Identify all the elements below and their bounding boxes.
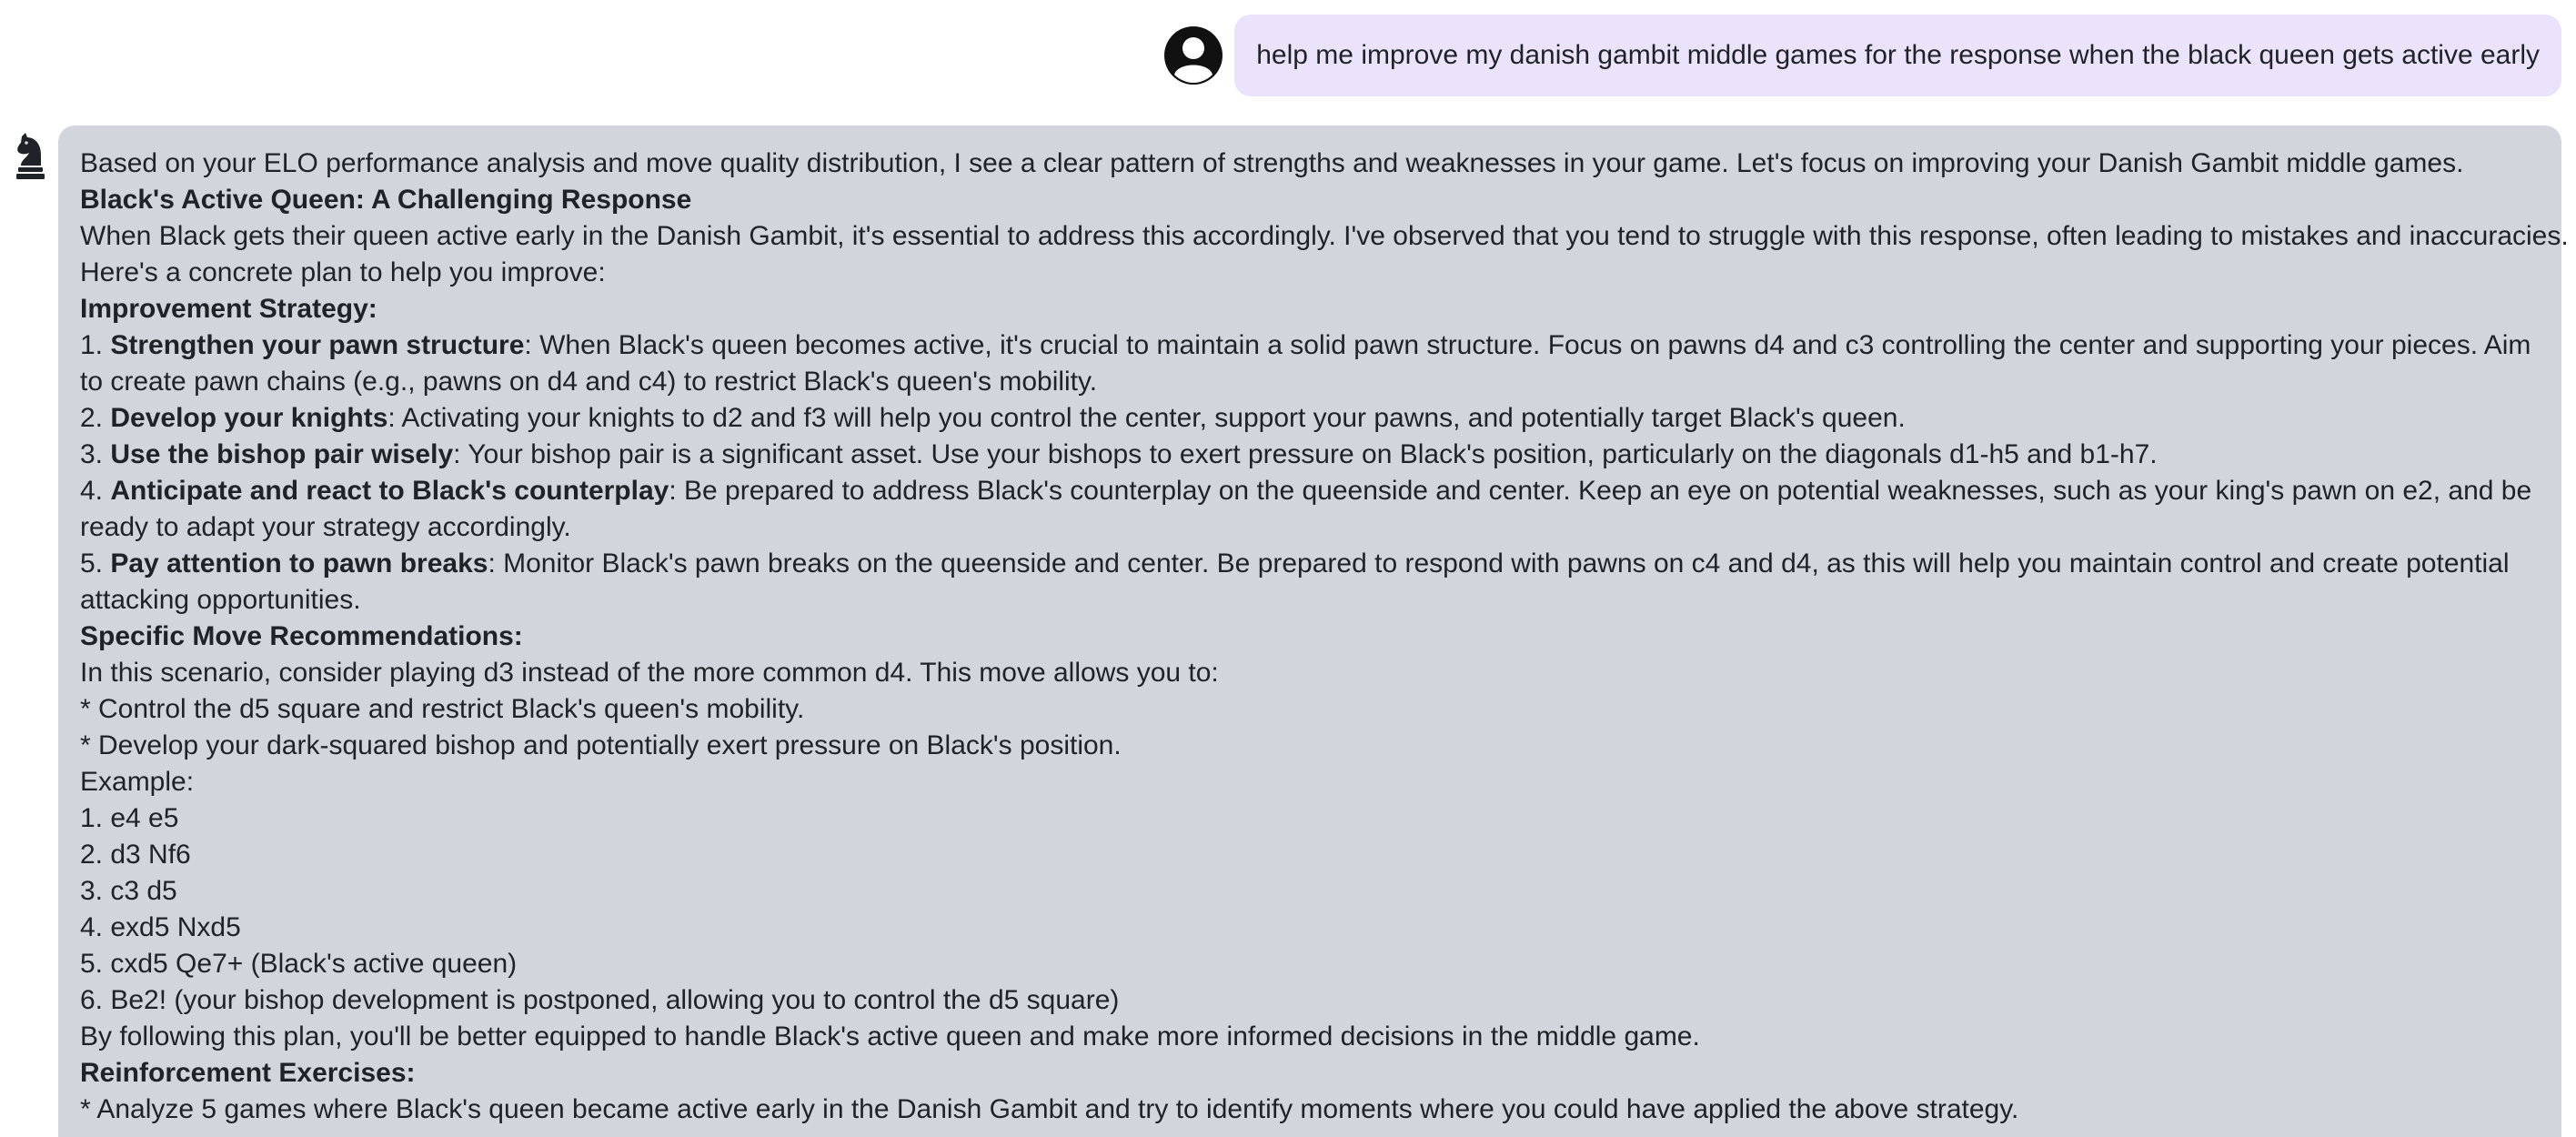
move-line: 4. exd5 Nxd5 [80,912,241,942]
user-message-bubble: help me improve my danish gambit middle games for the response when the black queen gets active early [1234,15,2561,96]
bullet-item: * Analyze 5 games where Black's queen became active early in the Danish Gambit and try to identify moments where you could have applied the above strategy. [80,1094,2019,1124]
move-line: 1. e4 e5 [80,803,179,833]
user-message-row [1163,15,2561,96]
bullet-item: * Develop your dark-squared bishop and potentially exert pressure on Black's position. [80,730,1122,760]
section-heading-improvement-strategy: Improvement Strategy: [80,294,377,324]
strategy-item: 5. Pay attention to pawn breaks: Monitor Black's pawn breaks on the queenside and center. Be prepared to respond with pawns on c4 and d4, as this will help you maintain control and create potential attacking opportunities. [80,548,2510,615]
response-paragraph: By following this plan, you'll be better equipped to handle Black's active queen and make more informed decisions in the middle game. [80,1021,1700,1051]
chess-knight-icon [13,131,45,180]
example-label: Example: [80,767,195,797]
section-heading-active-queen: Black's Active Queen: A Challenging Response [80,185,692,215]
move-line: 5. cxd5 Qe7+ (Black's active queen) [80,949,518,979]
bullet-item: * Control the d5 square and restrict Black's queen's mobility. [80,694,805,724]
strategy-item: 1. Strengthen your pawn structure: When Black's queen becomes active, it's crucial to maintain a solid pawn structure. Focus on pawns d4 and c3 controlling the center and supporting your pieces. Aim to create pawn chains (e.g., pawns on d4 and c4) to restrict Black's queen's mobility. [80,330,2531,397]
move-line: 3. c3 d5 [80,876,177,906]
section-heading-move-recommendations: Specific Move Recommendations: [80,621,523,651]
response-intro: Based on your ELO performance analysis and move quality distribution, I see a clear pattern of strengths and weaknesses in your game. Let's focus on improving your Danish Gambit middle games. [80,148,2464,178]
section-heading-reinforcement-exercises: Reinforcement Exercises: [80,1058,416,1088]
move-line: 2. d3 Nf6 [80,840,191,870]
move-line: 6. Be2! (your bishop development is postponed, allowing you to control the d5 square) [80,985,1120,1015]
response-paragraph: When Black gets their queen active early in the Danish Gambit, it's essential to address this accordingly. I've observed that you tend to struggle with this response, often leading to mistakes and inaccuracies. [80,221,2569,251]
strategy-item: 2. Develop your knights: Activating your knights to d2 and f3 will help you control the center, support your pawns, and potentially target Black's queen. [80,403,1906,433]
user-avatar-icon [1163,25,1223,86]
assistant-message-bubble [58,126,2569,1137]
response-paragraph: In this scenario, consider playing d3 instead of the more common d4. This move allows you to: [80,658,1219,688]
strategy-item: 4. Anticipate and react to Black's counterplay: Be prepared to address Black's counterplay on the queenside and center. Keep an eye on potential weaknesses, such as your king's pawn on e2, and be ready to adapt your strategy accordingly. [80,476,2532,542]
strategy-item: 3. Use the bishop pair wisely: Your bishop pair is a significant asset. Use your bishops to exert pressure on Black's position, particularly on the diagonals d1-h5 and b1-h7. [80,439,2158,469]
response-paragraph: Here's a concrete plan to help you improve: [80,257,606,287]
